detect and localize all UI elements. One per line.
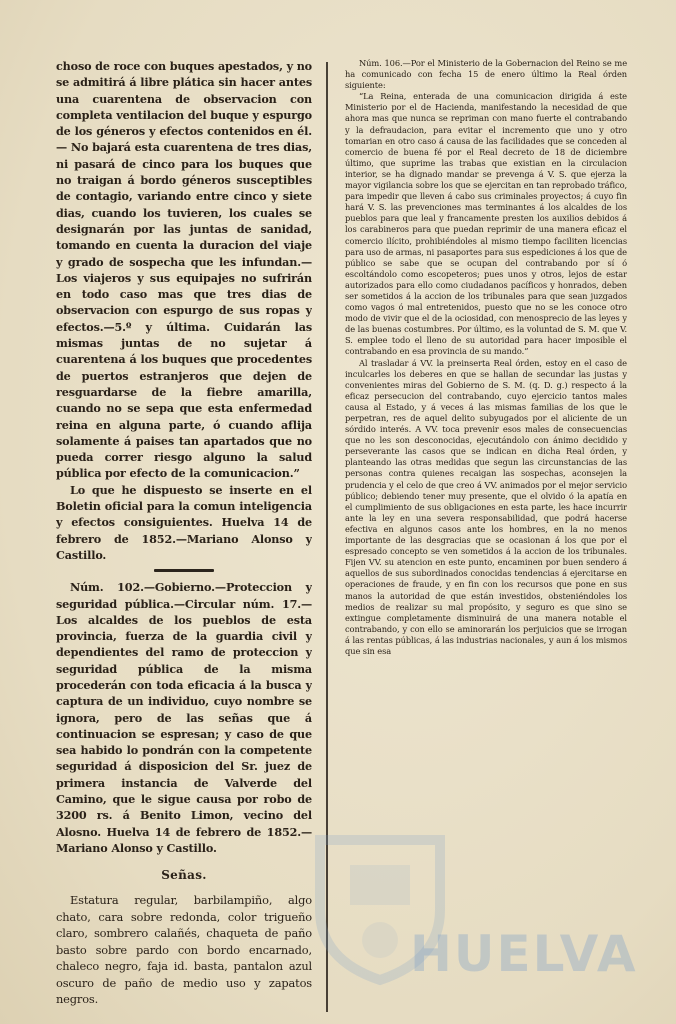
huelva-watermark-text: HUELVA xyxy=(410,925,638,983)
signs-heading: Señas. xyxy=(161,868,207,883)
circular-102-paragraph: Núm. 102.—Gobierno.—Proteccion y seguridad pública.—Circular núm. 17.—Los alcaldes de los pueblos de esta provincia, fuerza de la guardia civil y dependientes del ramo de proteccion y seguridad pública de la misma procederán con toda eficacia á la busca y captura de un individuo, cuyo nombre se ignora, pero de las señas que á continuacion se espresan; y caso de que sea habido lo pondrán con la competente seguridad á disposicion del Sr. juez de primera instancia de Valverde del Camino, que le sigue causa por robo de 3200 rs. á Benito Limon, vecino del Alosno. Huelva 14 de febrero de 1852.—Mariano Alonso y Castillo. xyxy=(56,580,312,855)
order-closing-paragraph: Lo que he dispuesto se inserte en el Boletin oficial para la comun inteligencia y efectos consiguientes. Huelva 14 de febrero de 1852.—Mariano Alonso y Castillo. xyxy=(56,482,312,562)
left-column xyxy=(56,58,312,1008)
royal-order-text: “La Reina, enterada de una comunicacion dirigida á este Ministerio por el de Hacienda, manifestando la necesidad de que ahora mas que nunca se repriman con mano fuerte el contrabando y la defraudacion, para evitar el incremento que uno y otro tomarian en otro caso á causa de las facilidades que se conceden al comercio de buena fé por el Real decreto de 18 de diciembre último, que suprime las trabas que existian en la circulacion interior, se ha dignado mandar se prevenga á V. S. que ejerza la mayor vigilancia sobre los que se ejercitan en tan reprobado tráfico, para impedir que lleven á cabo sus criminales proyectos; á cuyo fin hará V. S. las prevenciones mas terminantes á los alcaldes de los pueblos para que leal y francamente presten los auxilios debidos á los carabineros para que puedan reprimir de una manera eficaz el comercio ilícito, prohibiéndoles al mismo tiempo faciliten licencias para uso de armas, ni pasaportes para sus espediciones á los que de público se sabe que se ocupan del contrabando por sí ó escoltándolo como escopeteros; pues unos y otros, lejos de estar autorizados para ello como ciudadanos pacíficos y honrados, deben ser sometidos á la accion de los tribunales para que sean juzgados como vagos ó mal entretenidos, puesto que no se les conoce otro modo de vivir que el de la ociosidad, con menosprecio de las leyes y de las buenas costumbres. Por último, es la voluntad de S. M. que V. S. emplee todo el lleno de su autoridad para hacer imposible el contrabando en esa provincia de su mando.” xyxy=(345,91,627,357)
section-separator xyxy=(154,569,214,572)
quarantine-paragraph: choso de roce con buques apestados, y no se admitirá á libre plática sin hacer antes una cuarentena de observacion con completa ventilacion del buque y espurgo de los géneros y efectos contenidos en él.— No bajará esta cuarentena de tres dias, ni pasará de cinco para los buques que no traigan á bordo géneros susceptibles de contagio, variando entre cinco y siete dias, cuando los tuvieren, los cuales se designarán por las juntas de sanidad, tomando en cuenta la duracion del viaje y grado de sospecha que les infundan.—Los viajeros y sus equipajes no sufrirán en todo caso mas que tres dias de observacion con espurgo de sus ropas y efectos.—5.º y última. Cuidarán las mismas juntas de no sujetar á cuarentena á los buques que procedentes de puertos estranjeros que dejen de resguardarse de la fiebre amarilla, cuando no se sepa que esta enfermedad reina en alguna parte, ó cuando aflija solamente á paises tan apartados que no pueda correr riesgo alguno la salud pública por efecto de la comunicacion.” xyxy=(56,59,312,481)
column-divider xyxy=(326,62,328,1012)
decree-106-intro: Núm. 106.—Por el Ministerio de la Gobernacion del Reino se me ha comunicado con fecha 15 de enero último la Real órden siguiente: xyxy=(345,58,627,91)
governor-instructions: Al trasladar á VV. la preinserta Real órden, estoy en el caso de inculcarles los deberes en que se hallan de secundar las justas y convenientes miras del Gobierno de S. M. (q. D. g.) respecto á la eficaz persecucion del contrabando, cuyo ejercicio tantos males causa al Estado, y á veces á las mismas familias de los que le perpetran, res de aquel delito subyugados por el aliciente de un sórdido interés. A VV. toca prevenir esos males de consecuencias que no les son desconocidas, ejecutándolo con ánimo decidido y perseverante las casos que se indican en dicha Real órden, y planteando las otras medidas que segun las circunstancias de las personas contra quienes recaigan las sospechas, aconsejen la prudencia y el celo de que creo á VV. animados por el mejor servicio público; debiendo tener muy presente, que el olvido ó la apatía en el cumplimiento de sus obligaciones en esta parte, les hace incurrir ante la ley en una severa responsabilidad, que podrá hacerse efectiva en algunos casos ante los hombres, en la no menos importante de las desgracias que se ocasionan á los que por el espresado concepto se ven sometidos á la accion de los tribunales. Fijen VV. su atencion en este punto, encaminen por buen sendero á aquellos de sus subordinados conocidas tendencias á ejercitarse en operaciones de fraude, y en fin con los recursos que pone en sus manos la autoridad de que están investidos, obsteniéndoles los medios de realizar su mal propósito, y seguro es que sino se extingue completamente disminuirá de una manera notable el contrabando, y con ello se aminorarán los perjuicios que se irrogan á las rentas públicas, á las industrias nacionales, y aun á los mismos que sin esa xyxy=(345,357,627,656)
right-column xyxy=(345,58,627,657)
huelva-seal-watermark xyxy=(300,820,580,1010)
signs-description: Estatura regular, barbilampiño, algo chato, cara sobre redonda, color trigueño claro, sombrero calañés, chaqueta de paño basto sobre pardo con bordo encarnado, chaleco negro, faja id. basta, pantalon azul oscuro de paño de medio uso y zapatos negros. xyxy=(56,893,312,1007)
